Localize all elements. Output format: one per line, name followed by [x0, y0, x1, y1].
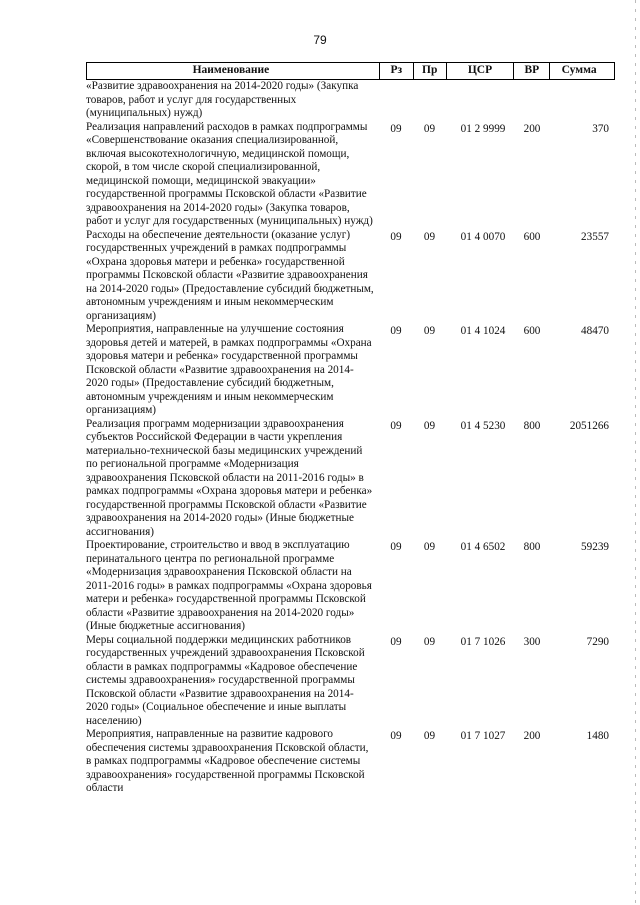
row-rz: 09: [390, 541, 402, 553]
row-vr: 200: [523, 122, 541, 135]
row-csr: [446, 80, 514, 121]
row-sum: 370: [592, 122, 609, 135]
row-vr: 600: [523, 230, 541, 243]
row-vr: 200: [523, 730, 541, 742]
row-pr: 09: [423, 325, 436, 337]
row-sum: 59239: [581, 541, 609, 553]
row-sum: 1480: [586, 730, 609, 742]
row-vr: 800: [523, 419, 541, 432]
row-name: Реализация программ модернизации здравоохранения субъектов Российской Федерации в части укрепления материально-технической базы медицинских учреждений по региональной программе «Модернизация здравоохранения Псковской области на 2011-2016 годы» в рамках подпрограммы «Охрана здоровья матери и ребенка» государственной программы Псковской области «Развитие здравоохранения на 2014-2020 годы» (Иные бюджетные ассигнования): [86, 417, 373, 538]
header-vr: ВР: [513, 63, 549, 79]
scan-edge-artifact: [635, 0, 636, 905]
header-rz: Рз: [379, 63, 413, 79]
page-number: 79: [313, 33, 327, 47]
row-name: «Развитие здравоохранения на 2014-2020 годы» (Закупка товаров, работ и услуг для государственных (муниципальных) нужд): [86, 80, 359, 119]
table-row: [86, 418, 615, 540]
table-row: [86, 80, 615, 121]
header-pr: Пр: [413, 63, 446, 79]
row-sum: 48470: [581, 325, 609, 337]
row-rz: 09: [390, 635, 402, 648]
table-row: [86, 634, 615, 729]
row-csr: 01 4 6502: [460, 541, 506, 553]
row-pr: 09: [423, 230, 436, 243]
row-rz: 09: [390, 419, 402, 432]
row-vr: [514, 80, 550, 121]
row-name: Расходы на обеспечение деятельности (оказание услуг) государственных учреждений в рамках подпрограммы «Охрана здоровья матери и ребенка» государственной программы Псковской области «Развитие здравоохранения на 2014-2020 годы» (Предоставление субсидий бюджетным, автономным учреждениям и иным некоммерческим организациям): [86, 228, 374, 322]
row-vr: 800: [523, 541, 541, 553]
table-row: [86, 229, 615, 324]
row-pr: 09: [423, 122, 436, 135]
row-csr: 01 4 0070: [460, 230, 506, 243]
header-name: Наименование: [192, 64, 270, 76]
row-rz: [379, 80, 413, 121]
row-vr: 600: [523, 325, 541, 337]
table-row: [86, 539, 615, 634]
row-csr: 01 7 1027: [460, 730, 506, 742]
row-name: Реализация направлений расходов в рамках подпрограммы «Совершенствование оказания специализированной, включая высокотехнологичную, медицинской помощи, скорой, в том числе скорой специализированной, медицинской помощи, медицинской эвакуации» государственной программы Псковской области «Развитие здравоохранения на 2014-2020 годы» (Закупка товаров, работ и услуг для государственных (муниципальных) нужд): [86, 120, 373, 227]
row-name: Проектирование, строительство и ввод в эксплуатацию перинатального центра по региональной программе «Модернизация здравоохранения Псковской области на 2011-2016 годы» в рамках подпрограммы «Охрана здоровья матери и ребенка» государственной программы Псковской области «Развитие здравоохранения на 2014-2020 годы» (Иные бюджетные ассигнования): [86, 539, 372, 632]
table-row: [86, 728, 615, 796]
row-name: Мероприятия, направленные на развитие кадрового обеспечения системы здравоохранения Псковской области, в рамках подпрограммы «Кадровое обеспечение системы здравоохранения» государственной программы Псковской области: [86, 728, 369, 794]
row-pr: 09: [423, 541, 436, 553]
row-name: Меры социальной поддержки медицинских работников государственных учреждений здравоохранения Псковской области в рамках подпрограммы «Кадровое обеспечение системы здравоохранения» государственной программы Псковской области «Развитие здравоохранения на 2014-2020 годы» (Социальное обеспечение и иные выплаты населению): [86, 633, 365, 727]
row-pr: [413, 80, 446, 121]
row-sum: 23557: [581, 230, 609, 243]
row-sum: 7290: [586, 635, 609, 648]
table-row: [86, 121, 615, 229]
row-pr: 09: [423, 730, 436, 742]
row-rz: 09: [390, 122, 402, 135]
row-rz: 09: [390, 730, 402, 742]
row-pr: 09: [423, 419, 436, 432]
table-header: [86, 62, 615, 80]
budget-table: [86, 62, 615, 796]
row-rz: 09: [390, 230, 402, 243]
row-csr: 01 4 5230: [460, 419, 506, 432]
row-rz: 09: [390, 325, 402, 337]
row-sum: 2051266: [569, 419, 609, 432]
row-csr: 01 7 1026: [460, 635, 506, 648]
row-name: Мероприятия, направленные на улучшение состояния здоровья детей и матерей, в рамках подпрограммы «Охрана здоровья матери и ребенка» государственной программы Псковской области «Развитие здравоохранения на 2014-2020 годы» (Предоставление субсидий бюджетным, автономным учреждениям и иным некоммерческим организациям): [86, 323, 372, 416]
row-pr: 09: [423, 635, 436, 648]
row-csr: 01 2 9999: [460, 122, 506, 135]
row-vr: 300: [523, 635, 541, 648]
header-csr: ЦСР: [446, 63, 514, 79]
table-row: [86, 323, 615, 418]
row-csr: 01 4 1024: [460, 325, 506, 337]
header-sum: Сумма: [549, 63, 614, 79]
row-sum: [550, 80, 615, 121]
